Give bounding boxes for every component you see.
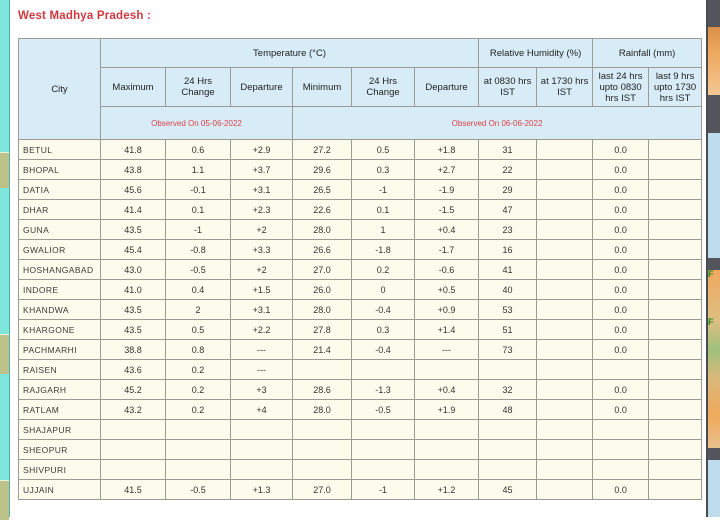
value-cell bbox=[231, 420, 293, 440]
value-cell: -1.3 bbox=[352, 380, 415, 400]
value-cell: -1 bbox=[352, 480, 415, 500]
value-cell: 0.0 bbox=[593, 400, 649, 420]
value-cell bbox=[537, 380, 593, 400]
value-cell: -0.8 bbox=[166, 240, 231, 260]
value-cell: 0.6 bbox=[166, 140, 231, 160]
value-cell: 0.8 bbox=[166, 340, 231, 360]
value-cell bbox=[649, 240, 702, 260]
col-header-rh-1730: at 1730 hrs IST bbox=[537, 68, 593, 107]
value-cell bbox=[537, 140, 593, 160]
value-cell: +2.3 bbox=[231, 200, 293, 220]
value-cell bbox=[537, 300, 593, 320]
left-map-edge-strip bbox=[0, 0, 10, 517]
value-cell: 27.8 bbox=[293, 320, 352, 340]
value-cell bbox=[649, 380, 702, 400]
col-header-max-change: 24 Hrs Change bbox=[166, 68, 231, 107]
col-header-rain-24h: last 24 hrs upto 0830 hrs IST bbox=[593, 68, 649, 107]
value-cell: 41.5 bbox=[101, 480, 166, 500]
table-row bbox=[19, 160, 702, 180]
value-cell bbox=[415, 360, 479, 380]
city-cell: SHEOPUR bbox=[19, 440, 101, 460]
value-cell: +1.5 bbox=[231, 280, 293, 300]
value-cell: 48 bbox=[479, 400, 537, 420]
map-sea-segment bbox=[0, 0, 9, 152]
value-cell: 0.4 bbox=[166, 280, 231, 300]
value-cell bbox=[479, 420, 537, 440]
value-cell: +0.9 bbox=[415, 300, 479, 320]
value-cell: 0.1 bbox=[166, 200, 231, 220]
value-cell: 0.0 bbox=[593, 160, 649, 180]
map-place-label: F bbox=[708, 269, 714, 279]
value-cell bbox=[537, 400, 593, 420]
value-cell bbox=[166, 440, 231, 460]
group-header-row bbox=[19, 39, 702, 68]
value-cell: +0.5 bbox=[415, 280, 479, 300]
value-cell: 27.0 bbox=[293, 260, 352, 280]
value-cell bbox=[537, 360, 593, 380]
value-cell: +1.2 bbox=[415, 480, 479, 500]
value-cell: +2.9 bbox=[231, 140, 293, 160]
value-cell: -1.9 bbox=[415, 180, 479, 200]
value-cell: -1 bbox=[166, 220, 231, 240]
value-cell bbox=[537, 240, 593, 260]
value-cell: 0.0 bbox=[593, 340, 649, 360]
value-cell bbox=[537, 320, 593, 340]
value-cell bbox=[649, 420, 702, 440]
value-cell: 26.5 bbox=[293, 180, 352, 200]
value-cell bbox=[293, 360, 352, 380]
value-cell bbox=[101, 440, 166, 460]
value-cell bbox=[649, 140, 702, 160]
strip-dark-band bbox=[708, 95, 720, 133]
value-cell: 23 bbox=[479, 220, 537, 240]
value-cell: +0.4 bbox=[415, 220, 479, 240]
col-header-minimum: Minimum bbox=[293, 68, 352, 107]
strip-map-band bbox=[708, 270, 720, 448]
weather-table bbox=[18, 38, 702, 500]
col-header-min-change: 24 Hrs Change bbox=[352, 68, 415, 107]
value-cell bbox=[166, 420, 231, 440]
strip-orange-band bbox=[708, 27, 720, 95]
value-cell: -1 bbox=[352, 180, 415, 200]
value-cell bbox=[593, 420, 649, 440]
value-cell: +1.3 bbox=[231, 480, 293, 500]
city-cell: DATIA bbox=[19, 180, 101, 200]
table-row bbox=[19, 420, 702, 440]
value-cell bbox=[649, 200, 702, 220]
value-cell: 51 bbox=[479, 320, 537, 340]
value-cell: 0.0 bbox=[593, 280, 649, 300]
value-cell bbox=[537, 440, 593, 460]
value-cell: 28.0 bbox=[293, 400, 352, 420]
table-row bbox=[19, 280, 702, 300]
value-cell bbox=[415, 460, 479, 480]
value-cell: +3.1 bbox=[231, 180, 293, 200]
table-row bbox=[19, 400, 702, 420]
value-cell: 43.2 bbox=[101, 400, 166, 420]
value-cell: 2 bbox=[166, 300, 231, 320]
value-cell: 0.0 bbox=[593, 300, 649, 320]
value-cell: 16 bbox=[479, 240, 537, 260]
city-cell: KHANDWA bbox=[19, 300, 101, 320]
value-cell bbox=[293, 440, 352, 460]
value-cell bbox=[415, 440, 479, 460]
value-cell: 0.0 bbox=[593, 180, 649, 200]
city-cell: GWALIOR bbox=[19, 240, 101, 260]
table-row bbox=[19, 440, 702, 460]
value-cell: -0.6 bbox=[415, 260, 479, 280]
value-cell bbox=[649, 440, 702, 460]
weather-table-body bbox=[19, 140, 702, 500]
value-cell: 22.6 bbox=[293, 200, 352, 220]
value-cell bbox=[166, 460, 231, 480]
value-cell: 0.0 bbox=[593, 480, 649, 500]
city-cell: GUNA bbox=[19, 220, 101, 240]
value-cell bbox=[649, 160, 702, 180]
city-cell: RAISEN bbox=[19, 360, 101, 380]
value-cell: -1.7 bbox=[415, 240, 479, 260]
value-cell: -0.5 bbox=[166, 480, 231, 500]
value-cell: +3.7 bbox=[231, 160, 293, 180]
value-cell: 0.5 bbox=[166, 320, 231, 340]
value-cell: 45 bbox=[479, 480, 537, 500]
value-cell bbox=[352, 420, 415, 440]
value-cell: 28.0 bbox=[293, 220, 352, 240]
value-cell: 43.8 bbox=[101, 160, 166, 180]
map-land-segment bbox=[0, 334, 9, 374]
value-cell bbox=[649, 360, 702, 380]
value-cell: +3.1 bbox=[231, 300, 293, 320]
value-cell: -0.5 bbox=[352, 400, 415, 420]
value-cell: +1.4 bbox=[415, 320, 479, 340]
rainfall-group-header: Rainfall (mm) bbox=[593, 39, 702, 68]
value-cell bbox=[537, 280, 593, 300]
table-row bbox=[19, 340, 702, 360]
table-row bbox=[19, 220, 702, 240]
region-title: West Madhya Pradesh : bbox=[18, 10, 152, 22]
value-cell: 41.8 bbox=[101, 140, 166, 160]
map-place-label: F bbox=[708, 317, 714, 327]
value-cell bbox=[649, 460, 702, 480]
strip-blue-band bbox=[708, 133, 720, 258]
col-header-rain-9h: last 9 hrs upto 1730 hrs IST bbox=[649, 68, 702, 107]
value-cell: 1.1 bbox=[166, 160, 231, 180]
table-row bbox=[19, 380, 702, 400]
city-cell: DHAR bbox=[19, 200, 101, 220]
value-cell: 43.5 bbox=[101, 300, 166, 320]
value-cell: -1.8 bbox=[352, 240, 415, 260]
observed-row bbox=[19, 107, 702, 140]
value-cell bbox=[479, 460, 537, 480]
value-cell bbox=[537, 480, 593, 500]
value-cell bbox=[352, 440, 415, 460]
city-cell: BETUL bbox=[19, 140, 101, 160]
col-header-min-departure: Departure bbox=[415, 68, 479, 107]
city-cell: RATLAM bbox=[19, 400, 101, 420]
value-cell bbox=[649, 340, 702, 360]
value-cell bbox=[593, 460, 649, 480]
value-cell bbox=[537, 180, 593, 200]
value-cell bbox=[479, 440, 537, 460]
temperature-group-header: Temperature (°C) bbox=[101, 39, 479, 68]
value-cell: -0.5 bbox=[166, 260, 231, 280]
value-cell: +2.7 bbox=[415, 160, 479, 180]
value-cell: 28.0 bbox=[293, 300, 352, 320]
value-cell: 45.2 bbox=[101, 380, 166, 400]
value-cell: 73 bbox=[479, 340, 537, 360]
value-cell: 0.3 bbox=[352, 160, 415, 180]
value-cell: 0 bbox=[352, 280, 415, 300]
value-cell: 41 bbox=[479, 260, 537, 280]
value-cell: 41.4 bbox=[101, 200, 166, 220]
value-cell: -0.4 bbox=[352, 300, 415, 320]
value-cell bbox=[101, 460, 166, 480]
strip-blue-band bbox=[708, 460, 720, 517]
table-row bbox=[19, 180, 702, 200]
table-row bbox=[19, 300, 702, 320]
value-cell: --- bbox=[415, 340, 479, 360]
table-row bbox=[19, 200, 702, 220]
value-cell bbox=[593, 440, 649, 460]
value-cell bbox=[293, 420, 352, 440]
value-cell: 31 bbox=[479, 140, 537, 160]
value-cell: +2 bbox=[231, 260, 293, 280]
value-cell: 43.6 bbox=[101, 360, 166, 380]
value-cell bbox=[649, 320, 702, 340]
table-row bbox=[19, 320, 702, 340]
value-cell: 0.5 bbox=[352, 140, 415, 160]
value-cell: 0.0 bbox=[593, 320, 649, 340]
value-cell: 29.6 bbox=[293, 160, 352, 180]
value-cell bbox=[649, 180, 702, 200]
strip-dark-band bbox=[708, 448, 720, 460]
value-cell: +2.2 bbox=[231, 320, 293, 340]
value-cell: 26.6 bbox=[293, 240, 352, 260]
value-cell bbox=[593, 360, 649, 380]
value-cell: -0.1 bbox=[166, 180, 231, 200]
value-cell bbox=[101, 420, 166, 440]
value-cell: +3 bbox=[231, 380, 293, 400]
value-cell bbox=[649, 300, 702, 320]
value-cell: 27.2 bbox=[293, 140, 352, 160]
value-cell bbox=[231, 440, 293, 460]
city-cell: INDORE bbox=[19, 280, 101, 300]
city-cell: PACHMARHI bbox=[19, 340, 101, 360]
value-cell: +1.8 bbox=[415, 140, 479, 160]
value-cell: +1.9 bbox=[415, 400, 479, 420]
city-cell: BHOPAL bbox=[19, 160, 101, 180]
value-cell: 0.0 bbox=[593, 220, 649, 240]
value-cell: 29 bbox=[479, 180, 537, 200]
value-cell: --- bbox=[231, 340, 293, 360]
value-cell bbox=[537, 220, 593, 240]
sub-header-row bbox=[19, 68, 702, 107]
value-cell: 0.2 bbox=[166, 400, 231, 420]
table-row bbox=[19, 140, 702, 160]
col-header-max-departure: Departure bbox=[231, 68, 293, 107]
value-cell: 22 bbox=[479, 160, 537, 180]
map-sea-segment bbox=[0, 188, 9, 334]
city-cell: UJJAIN bbox=[19, 480, 101, 500]
col-header-rh-0830: at 0830 hrs IST bbox=[479, 68, 537, 107]
value-cell: 53 bbox=[479, 300, 537, 320]
city-column-header: City bbox=[19, 39, 101, 140]
value-cell: 45.4 bbox=[101, 240, 166, 260]
city-cell: RAJGARH bbox=[19, 380, 101, 400]
value-cell bbox=[649, 280, 702, 300]
table-row bbox=[19, 360, 702, 380]
observed-note-max: Observed On 05-06-2022 bbox=[101, 107, 293, 140]
value-cell bbox=[352, 360, 415, 380]
table-row bbox=[19, 480, 702, 500]
value-cell: --- bbox=[231, 360, 293, 380]
value-cell bbox=[649, 260, 702, 280]
table-row bbox=[19, 260, 702, 280]
value-cell bbox=[649, 400, 702, 420]
value-cell: 32 bbox=[479, 380, 537, 400]
value-cell: 0.0 bbox=[593, 260, 649, 280]
right-map-edge-strip bbox=[706, 0, 720, 517]
value-cell bbox=[352, 460, 415, 480]
value-cell bbox=[479, 360, 537, 380]
value-cell: 40 bbox=[479, 280, 537, 300]
value-cell: 43.5 bbox=[101, 220, 166, 240]
value-cell: 0.1 bbox=[352, 200, 415, 220]
value-cell bbox=[415, 420, 479, 440]
strip-dark-band bbox=[708, 0, 720, 27]
value-cell: 1 bbox=[352, 220, 415, 240]
value-cell: 0.0 bbox=[593, 140, 649, 160]
value-cell bbox=[537, 340, 593, 360]
value-cell bbox=[537, 200, 593, 220]
table-row bbox=[19, 460, 702, 480]
map-sea-segment bbox=[0, 374, 9, 480]
value-cell: 26.0 bbox=[293, 280, 352, 300]
observed-note-min: Observed On 06-06-2022 bbox=[293, 107, 702, 140]
value-cell: +0.4 bbox=[415, 380, 479, 400]
value-cell: 0.0 bbox=[593, 380, 649, 400]
value-cell: 43.5 bbox=[101, 320, 166, 340]
value-cell bbox=[293, 460, 352, 480]
value-cell: 0.2 bbox=[166, 360, 231, 380]
map-land-segment bbox=[0, 480, 9, 520]
city-cell: HOSHANGABAD bbox=[19, 260, 101, 280]
col-header-maximum: Maximum bbox=[101, 68, 166, 107]
value-cell: +4 bbox=[231, 400, 293, 420]
table-row bbox=[19, 240, 702, 260]
value-cell: 47 bbox=[479, 200, 537, 220]
value-cell: 0.0 bbox=[593, 200, 649, 220]
value-cell: 43.0 bbox=[101, 260, 166, 280]
value-cell bbox=[537, 420, 593, 440]
value-cell: -0.4 bbox=[352, 340, 415, 360]
value-cell bbox=[649, 480, 702, 500]
value-cell bbox=[537, 160, 593, 180]
value-cell bbox=[537, 260, 593, 280]
value-cell: 0.3 bbox=[352, 320, 415, 340]
value-cell: +2 bbox=[231, 220, 293, 240]
value-cell: 45.6 bbox=[101, 180, 166, 200]
value-cell: 27.0 bbox=[293, 480, 352, 500]
value-cell: 28.6 bbox=[293, 380, 352, 400]
value-cell: 41.0 bbox=[101, 280, 166, 300]
city-cell: SHIVPURI bbox=[19, 460, 101, 480]
value-cell bbox=[537, 460, 593, 480]
value-cell bbox=[231, 460, 293, 480]
city-cell: KHARGONE bbox=[19, 320, 101, 340]
value-cell bbox=[649, 220, 702, 240]
map-land-segment bbox=[0, 152, 9, 188]
value-cell: 38.8 bbox=[101, 340, 166, 360]
value-cell: 0.2 bbox=[352, 260, 415, 280]
humidity-group-header: Relative Humidity (%) bbox=[479, 39, 593, 68]
value-cell: 21.4 bbox=[293, 340, 352, 360]
value-cell: +3.3 bbox=[231, 240, 293, 260]
value-cell: -1.5 bbox=[415, 200, 479, 220]
value-cell: 0.0 bbox=[593, 240, 649, 260]
value-cell: 0.2 bbox=[166, 380, 231, 400]
city-cell: SHAJAPUR bbox=[19, 420, 101, 440]
